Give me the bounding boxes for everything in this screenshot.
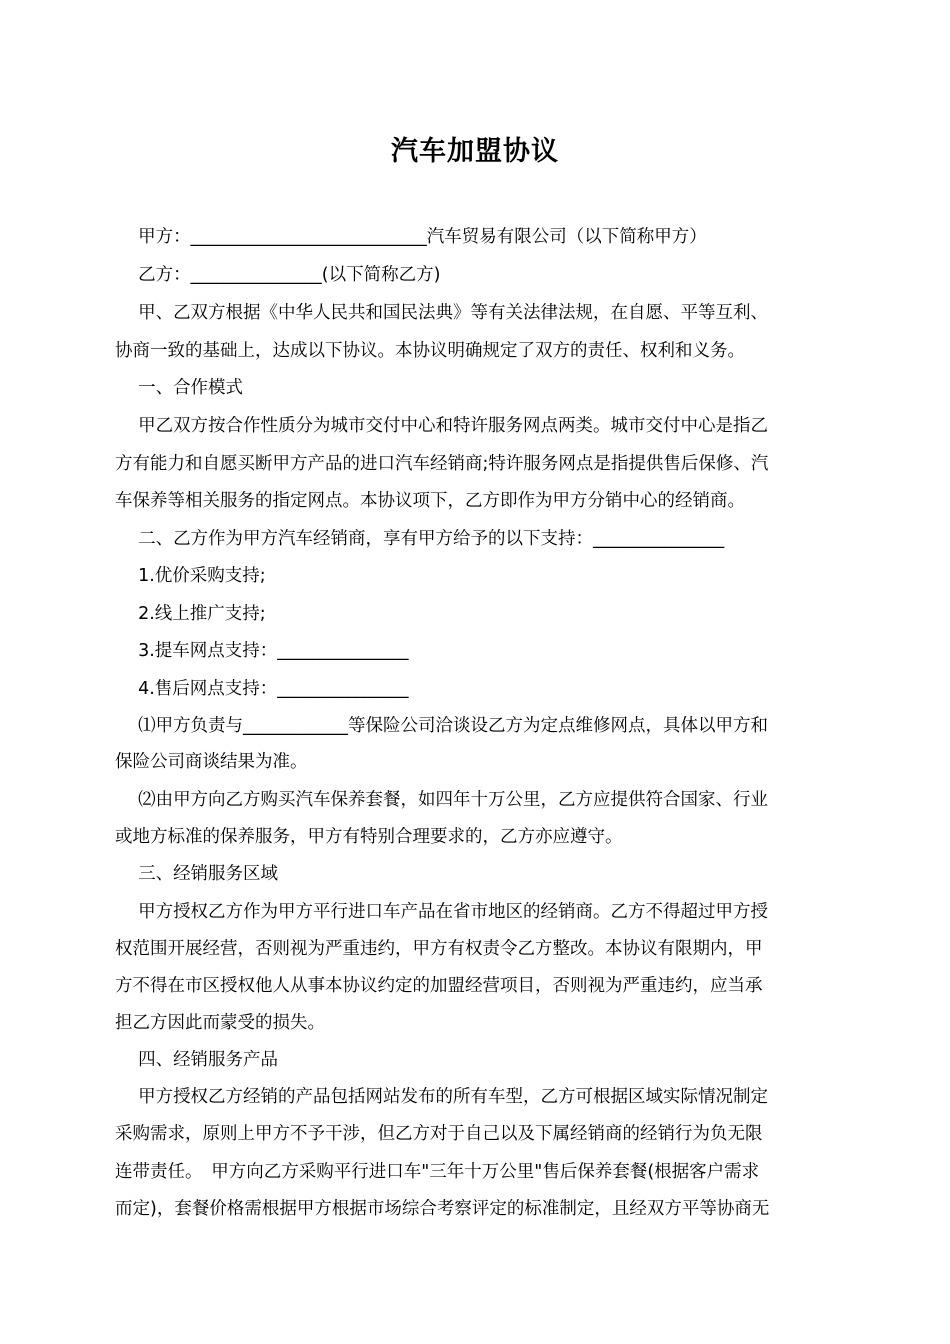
document-title: 汽车加盟协议 xyxy=(391,136,559,167)
paragraph-line: 担乙方因此而蒙受的损失。 xyxy=(115,1013,325,1033)
list-item: 3.提车网点支持：_______________ xyxy=(115,641,409,661)
paragraph-line: 甲方授权乙方经销的产品包括网站发布的所有车型，乙方可根据区域实际情况制定 xyxy=(115,1087,769,1107)
paragraph-line: 协商一致的基础上，达成以下协议。本协议明确规定了双方的责任、权利和义务。 xyxy=(115,341,745,361)
paragraph-line: 方不得在市区授权他人从事本协议约定的加盟经营项目，否则视为严重违约，应当承 xyxy=(115,976,763,996)
paragraph-line: 权范围开展经营，否则视为严重违约，甲方有权责令乙方整改。本协议有限期内，甲 xyxy=(115,939,763,959)
section-heading: 三、经销服务区域 xyxy=(115,864,279,884)
paragraph-line: ⑵由甲方向乙方购买汽车保养套餐，如四年十万公里，乙方应提供符合国家、行业 xyxy=(115,790,769,810)
party-b-line: 乙方：_______________(以下简称乙方) xyxy=(115,265,441,285)
paragraph-line: ⑴甲方负责与____________等保险公司洽谈设乙方为定点维修网点，具体以甲方和 xyxy=(115,716,769,736)
paragraph-line: 甲乙双方按合作性质分为城市交付中心和特许服务网点两类。城市交付中心是指乙 xyxy=(115,416,769,436)
paragraph-line: 保险公司商谈结果为准。 xyxy=(115,752,308,772)
section-heading: 四、经销服务产品 xyxy=(115,1050,279,1070)
paragraph-line: 而定)，套餐价格需根据甲方根据市场综合考察评定的标准制定，且经双方平等协商无 xyxy=(115,1199,770,1219)
paragraph-line: 甲、乙双方根据《中华人民共和国民法典》等有关法律法规，在自愿、平等互利、 xyxy=(115,303,769,323)
list-item: 1.优价采购支持; xyxy=(115,566,266,586)
section-heading: 一、合作模式 xyxy=(115,378,244,398)
list-item: 4.售后网点支持：_______________ xyxy=(115,679,409,699)
paragraph-line: 甲方授权乙方作为甲方平行进口车产品在省市地区的经销商。乙方不得超过甲方授 xyxy=(115,902,769,922)
paragraph-line: 车保养等相关服务的指定网点。本协议项下，乙方即作为甲方分销中心的经销商。 xyxy=(115,491,745,511)
list-item: 2.线上推广支持; xyxy=(115,604,266,624)
paragraph-line: 或地方标准的保养服务，甲方有特别合理要求的，乙方亦应遵守。 xyxy=(115,827,623,847)
paragraph-line: 采购需求，原则上甲方不予干涉，但乙方对于自己以及下属经销商的经销行为负无限 xyxy=(115,1124,763,1144)
section-heading: 二、乙方作为甲方汽车经销商，享有甲方给予的以下支持：_______________ xyxy=(115,529,725,549)
paragraph-line: 连带责任。 甲方向乙方采购平行进口车"三年十万公里"售后保养套餐(根据客户需求 xyxy=(115,1162,760,1182)
paragraph-line: 方有能力和自愿买断甲方产品的进口汽车经销商;特许服务网点是指提供售后保修、汽 xyxy=(115,454,769,474)
party-a-line: 甲方：___________________________汽车贸易有限公司（以下简称甲方） xyxy=(115,227,707,247)
